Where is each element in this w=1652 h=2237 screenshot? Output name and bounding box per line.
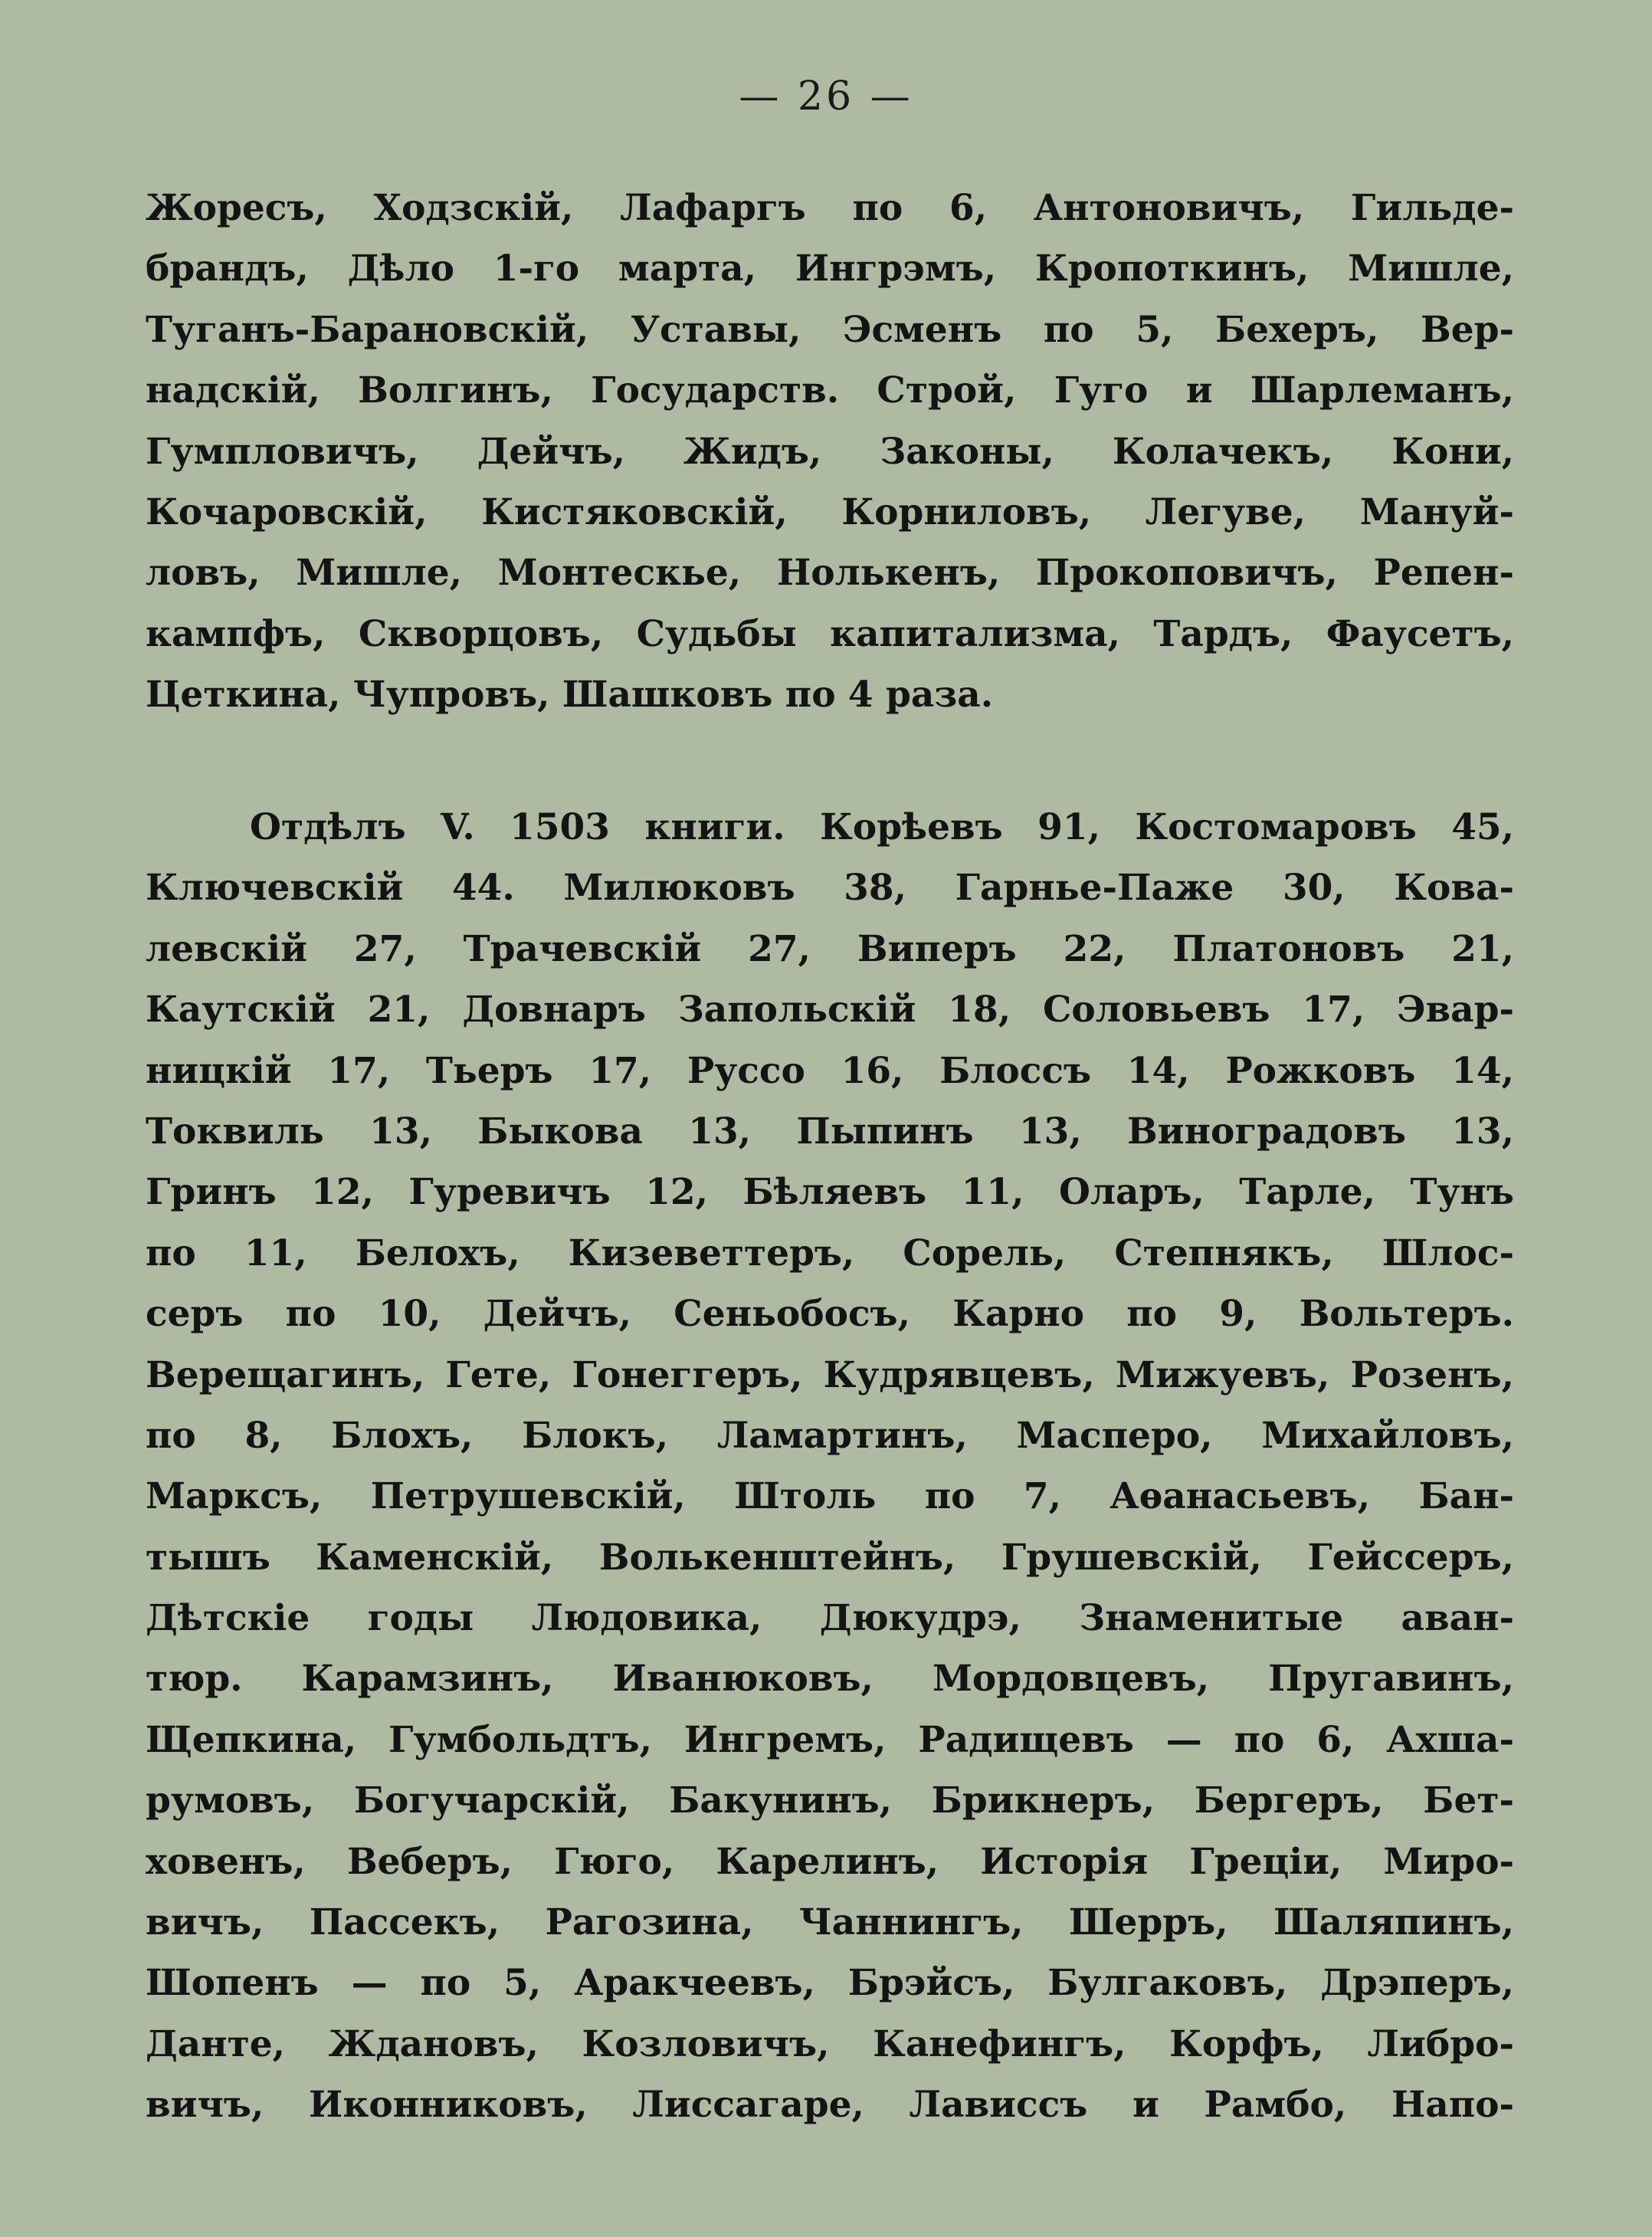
text-line: Туганъ-Барановскій, Уставы, Эсменъ по 5, Бехеръ, Вер- <box>146 308 1514 351</box>
text-line: надскій, Волгинъ, Государств. Строй, Гуго и Шарлеманъ, <box>146 369 1514 412</box>
text-line: ховенъ, Веберъ, Гюго, Карелинъ, Исторія Греціи, Миро- <box>146 1840 1514 1883</box>
text-line: Ключевскій 44. Милюковъ 38, Гарнье-Паже 30, Кова- <box>146 867 1514 910</box>
text-line: вичъ, Пассекъ, Рагозина, Чаннингъ, Шерръ, Шаляпинъ, <box>146 1901 1514 1944</box>
text-line: ловъ, Мишле, Монтескье, Нолькенъ, Прокоповичъ, Репен- <box>146 552 1514 595</box>
page-number: — 26 — <box>739 74 913 120</box>
text-line: Кочаровскій, Кистяковскій, Корниловъ, Легуве, Мануй- <box>146 490 1514 533</box>
text-line: тюр. Карамзинъ, Иванюковъ, Мордовцевъ, Пругавинъ, <box>146 1658 1514 1701</box>
text-line: по 8, Блохъ, Блокъ, Ламартинъ, Масперо, Михайловъ, <box>146 1414 1514 1457</box>
text-line: Марксъ, Петрушевскій, Штоль по 7, Аѳанасьевъ, Бан- <box>146 1475 1514 1518</box>
text-line: вичъ, Иконниковъ, Лиссагаре, Лависсъ и Рамбо, Напо- <box>146 2084 1514 2127</box>
text-line: левскій 27, Трачевскій 27, Виперъ 22, Платоновъ 21, <box>146 927 1514 970</box>
text-line: Цеткина, Чупровъ, Шашковъ по 4 раза. <box>146 674 994 717</box>
text-line: Гринъ 12, Гуревичъ 12, Бѣляевъ 11, Оларъ, Тарле, Тунъ <box>146 1171 1514 1214</box>
text-line: Щепкина, Гумбольдтъ, Ингремъ, Радищевъ — по 6, Ахша- <box>146 1718 1514 1761</box>
text-line: Жоресъ, Ходзскій, Лафаргъ по 6, Антоновичъ, Гильде- <box>146 187 1514 229</box>
text-line: Данте, Ждановъ, Козловичъ, Канефингъ, Корфъ, Либро- <box>146 2022 1514 2065</box>
text-line: брандъ, Дѣло 1-го марта, Ингрэмъ, Кропоткинъ, Мишле, <box>146 248 1514 290</box>
text-line: по 11, Белохъ, Кизеветтеръ, Сорель, Степнякъ, Шлос- <box>146 1232 1514 1274</box>
paragraph-1 <box>146 178 1514 726</box>
text-line: ницкій 17, Тьеръ 17, Руссо 16, Блоссъ 14, Рожковъ 14, <box>146 1049 1514 1092</box>
text-line: тышъ Каменскій, Волькенштейнъ, Грушевскій, Гейссеръ, <box>146 1536 1514 1579</box>
paragraph-2 <box>146 797 1514 2136</box>
text-line: Дѣтскіе годы Людовика, Дюкудрэ, Знаменитые аван- <box>146 1597 1514 1640</box>
text-line: Каутскій 21, Довнаръ Запольскій 18, Соловьевъ 17, Эвар- <box>146 989 1514 1032</box>
text-line: румовъ, Богучарскій, Бакунинъ, Брикнеръ, Бергеръ, Бет- <box>146 1779 1514 1822</box>
text-line: Гумпловичъ, Дейчъ, Жидъ, Законы, Колачекъ, Кони, <box>146 430 1514 473</box>
text-line: серъ по 10, Дейчъ, Сеньобосъ, Карно по 9, Вольтеръ. <box>146 1293 1514 1336</box>
text-line: Токвиль 13, Быкова 13, Пыпинъ 13, Виноградовъ 13, <box>146 1110 1514 1153</box>
text-line: кампфъ, Скворцовъ, Судьбы капитализма, Тардъ, Фаусетъ, <box>146 612 1514 655</box>
text-line: Шопенъ — по 5, Аракчеевъ, Брэйсъ, Булгаковъ, Дрэперъ, <box>146 1962 1514 2005</box>
text-line: Отдѣлъ V. 1503 книги. Корѣевъ 91, Костомаровъ 45, <box>250 806 1514 848</box>
text-line: Верещагинъ, Гете, Гонеггеръ, Кудрявцевъ, Мижуевъ, Розенъ, <box>146 1353 1514 1396</box>
